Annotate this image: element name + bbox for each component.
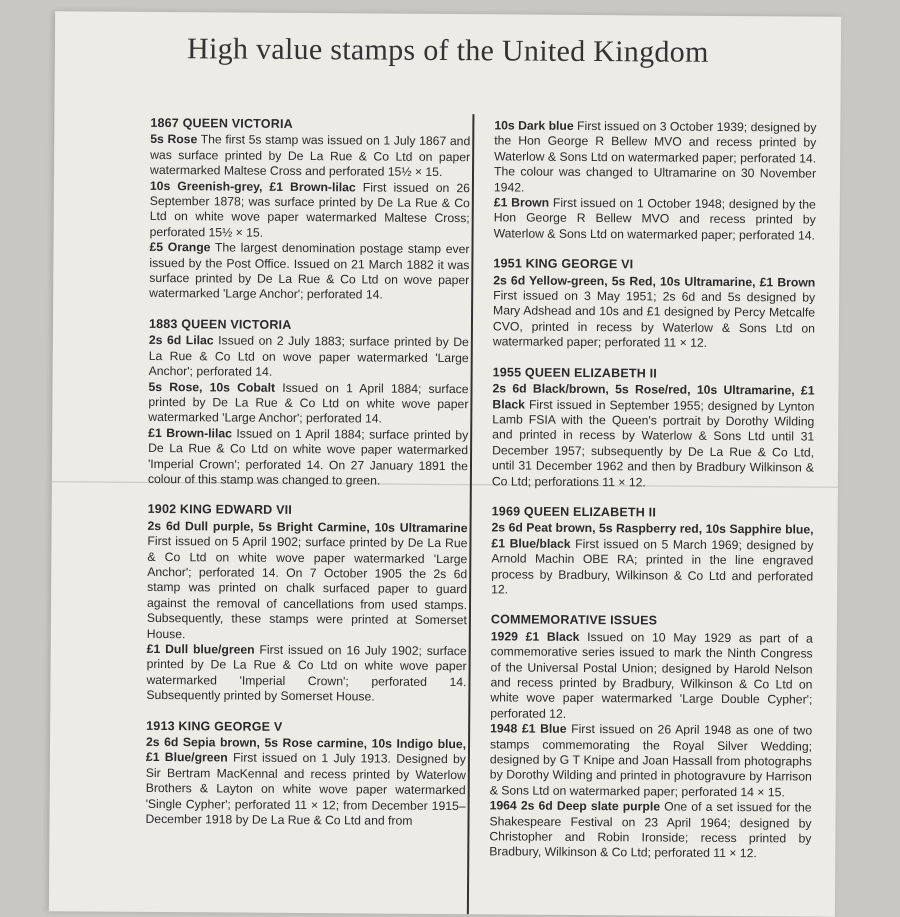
section-heading: 1913 KING GEORGE V [146, 718, 283, 734]
stamp-denomination: 2s 6d Sepia brown, 5s Rose carmine, 10s Indigo blue, £1 Blue/green [145, 734, 467, 765]
stamp-entry [150, 179, 470, 243]
stamp-entry [148, 426, 468, 490]
stamp-description: First issued in September 1955; designed by Lynton Lamb FSIA with the Queen's portrait by Dorothy Wilding and printed in recess by Waterlow & Sons Ltd until 31 December 1957; subsequently by De La Rue & Co Ltd, until 31 December 1962 and then by Bradbury Wilkinson & Co Ltd; perforations 11 × 12. [491, 397, 815, 489]
stamp-denomination: 1929 £1 Black [490, 629, 580, 644]
stamp-entry [149, 333, 469, 381]
stamp-entry [490, 722, 813, 801]
stamp-description: The largest denomination postage stamp ever issued by the Post Office. Issued on 21 March 1882 it was surface printed by De La Rue & Co Ltd on wove paper watermarked 'Large Anchor'; perforated 14. [149, 240, 470, 303]
stamp-entry [493, 273, 816, 352]
stamp-entry [489, 799, 811, 863]
stamp-entry [149, 240, 469, 304]
stamp-section [492, 365, 815, 491]
stamp-description: Issued on 10 May 1929 as part of a commemorative series issued to mark the Ninth Congress of the Universal Postal Union; designed by Harold Nelson and recess printed by Bradbury, Wilkinson & Co Ltd on white wove paper watermarked 'Large Double Cypher'; perforated 12. [490, 629, 813, 721]
stamp-entry [492, 381, 815, 491]
stamp-description: First issued on 5 March 1969; designed by Arnold Machin OBE RA; printed in the line engraved process by Bradbury, Wilkinson & Co Ltd and perforated 12. [491, 536, 814, 597]
right-column [489, 118, 816, 877]
stamp-entry [150, 132, 470, 180]
stamp-description: First issued on 3 October 1939; designed by the Hon George R Bellew MVO and recess printed by Waterlow & Sons Ltd on watermarked paper; perforated 14. The colour was changed to Ultramarine on 30 November 1942. [493, 118, 817, 195]
section-heading: COMMEMORATIVE ISSUES [490, 612, 658, 628]
stamp-section [489, 613, 813, 863]
stamp-description: Issued on 1 April 1884; surface printed by De La Rue & Co Ltd on white wove paper watermarked 'Imperial Crown'; perforated 14. On 27 January 1891 the colour of this stamp was changed to green. [147, 426, 469, 488]
stamp-denomination: £5 Orange [149, 240, 211, 255]
stamp-description: First issued on 5 April 1902; surface printed by De La Rue & Co Ltd on white wove paper watermarked 'Large Anchor'; perforated 14. On 7 October 1905 the 2s 6d stamp was printed on chalk surfaced paper to guard against the removal of cancellations from used stamps. Subsequently, these stamps were printed at Somerset House. [146, 534, 468, 641]
stamp-entry [148, 379, 468, 427]
stamp-denomination: 1948 £1 Blue [490, 721, 567, 737]
stamp-denomination: 2s 6d Black/brown, 5s Rose/red, 10s Ultramarine, £1 Black [492, 381, 815, 412]
stamp-entry [147, 519, 468, 644]
stamp-description: The first 5s stamp was issued on 1 July 1867 and was surface printed by De La Rue & Co Ltd on paper watermarked Maltese Cross and perforated 15½ × 15. [149, 132, 471, 180]
section-heading: 1867 QUEEN VICTORIA [150, 115, 293, 131]
section-heading: 1955 QUEEN ELIZABETH II [492, 365, 658, 381]
leaflet-page [49, 11, 841, 916]
stamp-entry [146, 642, 466, 706]
stamp-description: First issued on 1 October 1948; designed by the Hon George R Bellew MVO and recess printed by Waterlow & Sons Ltd on watermarked paper; perforated 14. [493, 195, 816, 243]
section-heading: 1883 QUEEN VICTORIA [148, 316, 292, 332]
stamp-denomination: £1 Dull blue/green [146, 641, 255, 657]
stamp-description: First issued on 16 July 1902; surface printed by De La Rue & Co Ltd on white wove paper watermarked 'Imperial Crown'; perforated 14. Subsequently printed by Somerset House. [146, 642, 467, 704]
stamp-denomination: 2s 6d Yellow-green, 5s Red, 10s Ultramarine, £1 Brown [493, 272, 816, 290]
stamp-denomination: 2s 6d Dull purple, 5s Bright Carmine, 10s Ultramarine [147, 518, 468, 535]
stamp-section [149, 116, 470, 304]
stamp-entry [145, 735, 466, 830]
stamp-entry [490, 629, 813, 724]
stamp-description: First issued on 26 April 1948 as one of two stamps commemorating the Royal Silver Wedding; designed by G T Knipe and Joan Hassall from photographs by Dorothy Wilding and printed in photogravure by Harrison & Sons Ltd on watermarked paper; perforated 14 × 15. [489, 722, 813, 800]
section-heading: 1902 KING EDWARD VII [147, 502, 293, 518]
stamp-section [148, 317, 469, 490]
stamp-denomination: 10s Greenish-grey, £1 Brown-lilac [149, 178, 356, 194]
stamp-denomination: £1 Brown [493, 195, 550, 210]
stamp-description: One of a set issued for the Shakespeare Festival on 23 April 1964; designed by Christopher and Robin Ironside; recess printed by Bradbury, Wilkinson & Co Ltd; perforated 11 × 12. [489, 799, 812, 861]
stamp-section [145, 719, 466, 830]
stamp-denomination: 5s Rose [150, 132, 198, 147]
stamp-section [491, 504, 814, 600]
stamp-description: Issued on 2 July 1883; surface printed by De La Rue & Co Ltd on wove paper watermarked 'Large Anchor'; perforated 14. [148, 333, 469, 379]
stamp-denomination: 2s 6d Lilac [148, 333, 214, 348]
stamp-section [493, 257, 816, 353]
page-title: High value stamps of the United Kingdom [186, 32, 709, 69]
stamp-denomination: 5s Rose, 10s Cobalt [148, 379, 276, 395]
stamp-denomination: 2s 6d Peat brown, 5s Raspberry red, 10s Sapphire blue, £1 Blue/black [491, 520, 814, 551]
stamp-description: First issued on 3 May 1951; 2s 6d and 5s designed by Mary Adshead and 10s and £1 designed by Percy Metcalfe CVO, printed in recess by Waterlow & Sons Ltd on watermarked paper; perforated 11 × 12. [492, 288, 816, 351]
stamp-description: First issued on 26 September 1878; was surface printed by De La Rue & Co Ltd on white wove paper watermarked Maltese Cross; perforated 15½ × 15. [149, 179, 470, 240]
stamp-description: Issued on 1 April 1884; surface printed by De La Rue & Co Ltd on white wove paper watermarked 'Large Anchor'; perforated 14. [148, 380, 469, 426]
stamp-entry [494, 118, 817, 197]
stamp-denomination: 1964 2s 6d Deep slate purple [489, 798, 661, 814]
stamp-entry [494, 195, 816, 243]
stamp-denomination: £1 Brown-lilac [148, 425, 232, 441]
section-heading: 1969 QUEEN ELIZABETH II [491, 504, 657, 520]
stamp-denomination: 10s Dark blue [494, 118, 574, 133]
section-heading: 1951 KING GEORGE VI [493, 256, 634, 272]
stamp-section [146, 502, 467, 706]
left-column [145, 116, 470, 845]
stamp-entry [491, 521, 814, 600]
stamp-description: First issued on 1 July 1913. Designed by Sir Bertram MacKennal and recess printed by Waterlow Brothers & Layton on white wove paper watermarked 'Single Cypher'; perforated 11 × 12; from December 1915–December 1918 by De La Rue & Co Ltd and from [145, 750, 466, 828]
stamp-section [494, 118, 817, 243]
